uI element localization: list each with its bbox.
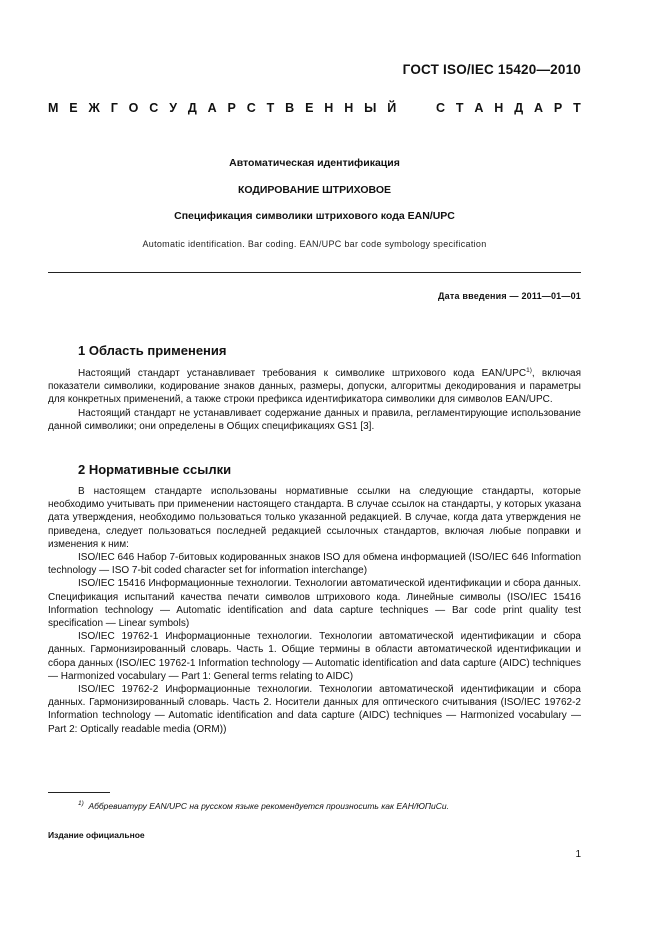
official-edition-label: Издание официальное (48, 830, 145, 840)
introduction-date: Дата введения — 2011—01—01 (438, 291, 581, 301)
heading-letter: А (474, 101, 484, 115)
heading-letter: Е (305, 101, 314, 115)
heading-letter: Т (455, 101, 464, 115)
footnote-text: Аббревиатуру EAN/UPC на русском языке рекомендуется произносить как ЕАН/ЮПиСи. (88, 801, 449, 811)
heading-letter: А (207, 101, 217, 115)
section-1-paragraph-2: Настоящий стандарт не устанавливает содержание данных и правила, регламентирующие использование данной символики; они определены в Общих спецификациях GS1 [3]. (48, 407, 581, 432)
reference-iso-19762-1: ISO/IEC 19762-1 Информационные технологии. Технологии автоматической идентификации и сбора данных. Гармонизированный словарь. Часть 1. Общие термины в области автоматической идентификации и сбора данных (ISO/IEC 19762-1 Information technology — Automatic identification and data capture (AIDC) techniques — Harmonized vocabulary — Part 1: General terms relating to AIDC) (48, 631, 581, 682)
heading-letter: Е (69, 101, 78, 115)
section-2-heading: 2 Нормативные ссылки (78, 462, 232, 477)
section-1-heading: 1 Область применения (78, 343, 227, 358)
heading-letter: С (246, 101, 256, 115)
title-line-1: Автоматическая идентификация (229, 157, 400, 169)
heading-letter: Р (227, 101, 236, 115)
reference-iso-19762-2: ISO/IEC 19762-2 Информационные технологии. Технологии автоматической идентификации и сбора данных. Гармонизированный словарь. Часть 2. Носители данных для оптического считывания (ISO/IEC 19762-2 Information technology — Automatic identification and data capture (AIDC) techniques — Harmonized vocabulary — Part 2: Optically readable media (ORM)) (48, 684, 581, 735)
reference-iso-15416: ISO/IEC 15416 Информационные технологии. Технологии автоматической идентификации и сбора данных. Спецификация испытаний качества печати символов штрихового кода. Линейные символы (ISO/IEC 15416 Information technology — Automatic identification and data capture techniques — Bar code print quality test specification — Linear symbols) (48, 578, 581, 630)
section-1-body (48, 367, 581, 433)
title-line-3: Спецификация символики штрихового кода EAN/UPC (174, 210, 455, 222)
section-2-body (48, 485, 581, 736)
heading-letter: О (128, 101, 139, 115)
footnote-mark: 1) (78, 800, 84, 807)
heading-letter: У (169, 101, 177, 115)
heading-letter: С (149, 101, 159, 115)
standard-number: ГОСТ ISO/IEC 15420—2010 (402, 62, 581, 77)
heading-letter: Н (324, 101, 334, 115)
footnote-reference[interactable]: 1) (526, 367, 532, 374)
interstate-standard-heading (48, 101, 581, 115)
title-line-2: КОДИРОВАНИЕ ШТРИХОВОЕ (237, 184, 392, 196)
heading-letter: Т (266, 101, 275, 115)
english-title: Automatic identification. Bar coding. EAN/UPC bar code symbology specification (142, 239, 487, 249)
heading-letter: Р (553, 101, 563, 115)
heading-letter: Д (187, 101, 197, 115)
heading-letter: С (435, 101, 445, 115)
paragraph-text: Настоящий стандарт устанавливает требования к символике штрихового кода EAN/UPC (78, 368, 527, 379)
heading-letter: Ж (88, 101, 100, 115)
heading-letter: В (285, 101, 295, 115)
heading-letter: Т (573, 101, 581, 115)
heading-letter: М (48, 101, 59, 115)
heading-letter: Г (110, 101, 118, 115)
heading-letter: А (533, 101, 544, 115)
page-number: 1 (575, 849, 581, 860)
reference-iso-646: ISO/IEC 646 Набор 7-битовых кодированных знаков ISO для обмена информацией (ISO/IEC 646 Information technology — ISO 7-bit coded character set for information interchange) (48, 552, 581, 577)
heading-letter: Н (344, 101, 354, 115)
paragraph-text: , включая показатели символики, кодирование знаков данных, размеры, допуски, алгоритмы декодирования и параметры для конкретных применений, а также строки префикса идентификатора символики для символов EAN/UPC. (48, 368, 581, 406)
section-1-paragraph-1 (48, 367, 581, 407)
title-divider (48, 272, 581, 273)
section-2-paragraph: В настоящем стандарте использованы нормативные ссылки на следующие стандарты, которые необходимо учитывать при применении настоящего стандарта. В случае ссылок на стандарты, у которых указана дата утверждения, необходимо пользоваться только указанной редакцией. В случае, когда дата утверждения не приведена, следует пользоваться последней редакцией ссылочных стандартов, включая любые поправки и изменения к ним: (48, 486, 581, 550)
word-gap (407, 101, 425, 115)
footnote (78, 801, 449, 811)
footnote-rule (48, 792, 110, 793)
heading-letter: Д (514, 101, 524, 115)
heading-letter: Ы (364, 101, 377, 115)
heading-letter: Н (494, 101, 504, 115)
heading-letter: Й (387, 101, 397, 115)
